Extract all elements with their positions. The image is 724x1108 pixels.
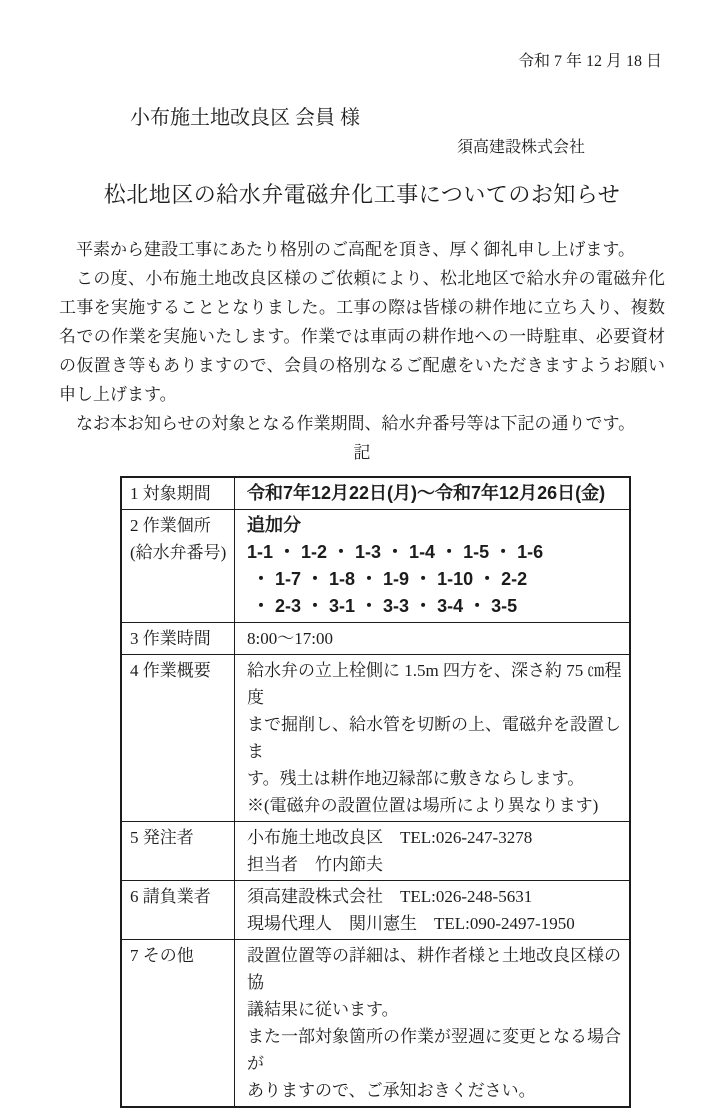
- body-text: [59, 235, 665, 438]
- document-date: 令和 7 年 12 月 18 日: [517, 53, 662, 70]
- row-value: [235, 510, 631, 623]
- row-label: [121, 623, 235, 655]
- row-value-line: ※(電磁弁の設置位置は場所により異なります): [247, 796, 599, 815]
- row-value-line: ありますので、ご承知おきください。: [247, 1081, 536, 1100]
- document-title: 松北地区の給水弁電磁弁化工事についてのお知らせ: [103, 182, 621, 207]
- row-value: [235, 822, 631, 881]
- row-value-line: 令和7年12月22日(月)～令和7年12月26日(金): [247, 483, 606, 503]
- row-label-line: (給水弁番号): [130, 543, 227, 562]
- row-label: [121, 655, 235, 822]
- table-row-contractor: [121, 881, 630, 940]
- row-value-line: 須高建設株式会社 TEL:026-248-5631: [247, 887, 533, 906]
- row-value-line: 設置位置等の詳細は、耕作者様と土地改良区様の協: [247, 946, 621, 992]
- notice-table: [120, 476, 631, 1108]
- row-value-line: 議結果に従います。: [247, 1000, 399, 1019]
- table-row-work-locations: [121, 510, 630, 623]
- row-value-line: 小布施土地改良区 TEL:026-247-3278: [247, 828, 533, 847]
- row-value-line: ・ 2-3 ・ 3-1 ・ 3-3 ・ 3-4 ・ 3-5: [247, 596, 518, 616]
- row-label: [121, 477, 235, 510]
- row-value-line: 1-1 ・ 1-2 ・ 1-3 ・ 1-4 ・ 1-5 ・ 1-6: [247, 542, 544, 562]
- row-value-line: 給水弁の立上栓側に 1.5m 四方を、深さ約 75 ㎝程度: [247, 661, 622, 707]
- row-value-line: まで掘削し、給水管を切断の上、電磁弁を設置しま: [247, 715, 621, 761]
- row-value: [235, 940, 631, 1108]
- row-label-line: 7 その他: [130, 946, 194, 965]
- row-label-line: 3 作業時間: [130, 629, 211, 648]
- closing-paragraph: なお本お知らせの対象となる作業期間、給水弁番号等は下記の通りです。: [76, 414, 636, 433]
- table-row-orderer: [121, 822, 630, 881]
- row-label: [121, 822, 235, 881]
- sender-company: 須高建設株式会社: [456, 139, 585, 156]
- row-value-line: 担当者 竹内節夫: [247, 855, 383, 874]
- row-label-line: 5 発注者: [130, 828, 194, 847]
- row-label-line: 1 対象期間: [130, 484, 211, 503]
- table-row-other: [121, 940, 630, 1108]
- table-row-target-period: [121, 477, 630, 510]
- greeting-paragraph: 平素から建設工事にあたり格別のご高配を頂き、厚く御礼申し上げます。: [76, 240, 635, 259]
- row-label-line: 4 作業概要: [130, 661, 211, 680]
- row-label: [121, 881, 235, 940]
- row-label-line: 2 作業個所: [130, 516, 211, 535]
- table-row-work-hours: [121, 623, 630, 655]
- row-value: [235, 655, 631, 822]
- row-label: [121, 940, 235, 1108]
- row-label-line: 6 請負業者: [130, 887, 211, 906]
- row-value-line: す。残土は耕作地辺縁部に敷きならします。: [247, 769, 585, 788]
- addressee-line: 小布施土地改良区 会員 様: [130, 107, 360, 129]
- row-value-line: 現場代理人 関川憲生 TEL:090-2497-1950: [247, 914, 575, 933]
- row-value: [235, 623, 631, 655]
- record-marker: 記: [353, 443, 371, 462]
- row-value: [235, 477, 631, 510]
- row-value: [235, 881, 631, 940]
- row-value-line: また一部対象箇所の作業が翌週に変更となる場合が: [247, 1027, 621, 1073]
- row-value-line: 8:00～17:00: [247, 629, 333, 648]
- row-value-line: 追加分: [247, 515, 301, 535]
- row-label: [121, 510, 235, 623]
- main-paragraph: この度、小布施土地改良区様のご依頼により、松北地区で給水弁の電磁弁化工事を実施することとなりました。工事の際は皆様の耕作地に立ち入り、複数名での作業を実施いたします。作業では車両の耕作地への一時駐車、必要資材の仮置き等もありますので、会員の格別なるご配慮をいただきますようお願い申し上げます。: [59, 269, 665, 404]
- row-value-line: ・ 1-7 ・ 1-8 ・ 1-9 ・ 1-10 ・ 2-2: [247, 569, 528, 589]
- table-row-work-overview: [121, 655, 630, 822]
